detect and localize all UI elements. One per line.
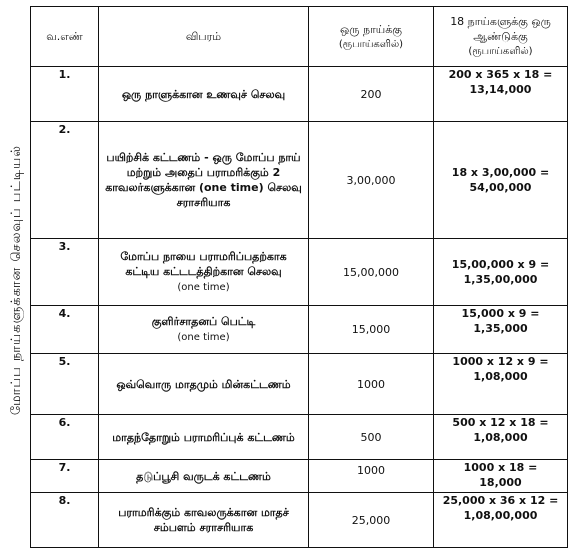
row-formula: 500 x 12 x 18 = bbox=[452, 416, 549, 429]
row-sno: 5. bbox=[31, 354, 99, 415]
header-annual bbox=[434, 7, 568, 67]
row-total: 1,35,00,000 bbox=[463, 273, 538, 286]
table-row bbox=[31, 67, 568, 122]
row-amount: 3,00,000 bbox=[309, 122, 434, 239]
row-formula: 1000 x 18 = bbox=[463, 461, 538, 474]
row-description: ஒவ்வொரு மாதமும் மின்கட்டணம் bbox=[99, 354, 309, 415]
row-total: 1,35,000 bbox=[473, 322, 528, 335]
row-sno: 4. bbox=[31, 306, 99, 354]
row-calculation bbox=[434, 67, 568, 122]
table-row bbox=[31, 306, 568, 354]
row-sno: 2. bbox=[31, 122, 99, 239]
row-description: மாதந்தோறும் பராமரிப்புக் கட்டணம் bbox=[99, 415, 309, 460]
row-formula: 1000 x 12 x 9 = bbox=[452, 355, 549, 368]
header-per-dog bbox=[309, 7, 434, 67]
header-details: விபரம் bbox=[99, 7, 309, 67]
table-row bbox=[31, 493, 568, 548]
row-calculation bbox=[434, 354, 568, 415]
table-header-row bbox=[31, 7, 568, 67]
row-calculation bbox=[434, 306, 568, 354]
row-formula: 18 x 3,00,000 = bbox=[451, 166, 550, 179]
table-row bbox=[31, 122, 568, 239]
table-row bbox=[31, 354, 568, 415]
row-total: 54,00,000 bbox=[469, 181, 532, 194]
row-description: தடுப்பூசி வருடக் கட்டணம் bbox=[99, 460, 309, 493]
table-row bbox=[31, 460, 568, 493]
row-sno: 6. bbox=[31, 415, 99, 460]
row-description: பயிற்சிக் கட்டணம் - ஒரு மோப்ப நாய் மற்றும் அதைப் பராமரிக்கும் 2 காவலர்களுக்கான (one time) செலவு சராசரியாக bbox=[99, 122, 309, 239]
row-note: (one time) bbox=[177, 332, 230, 343]
header-sno: வ.எண் bbox=[31, 7, 99, 67]
row-calculation bbox=[434, 122, 568, 239]
row-sno: 7. bbox=[31, 460, 99, 493]
row-amount: 500 bbox=[309, 415, 434, 460]
row-total: 1,08,000 bbox=[473, 431, 528, 444]
row-formula: 15,00,000 x 9 = bbox=[451, 258, 550, 271]
side-title: மோப்ப நாய்களுக்கான செலவுப் பட்டியல் bbox=[9, 144, 24, 416]
row-formula: 200 x 365 x 18 = bbox=[448, 68, 553, 81]
row-amount: 1000 bbox=[309, 354, 434, 415]
row-note: (one time) bbox=[177, 282, 230, 293]
header-annual-unit: (ரூபாய்களில்) bbox=[468, 46, 533, 57]
row-amount: 15,000 bbox=[309, 306, 434, 354]
row-description: குளிர்சாதனப் பெட்டி (one time) bbox=[99, 306, 309, 354]
table-row bbox=[31, 239, 568, 306]
row-formula: 15,000 x 9 = bbox=[461, 307, 540, 320]
row-formula: 25,000 x 36 x 12 = bbox=[442, 494, 559, 507]
header-per-dog-label: ஒரு நாய்க்கு bbox=[340, 22, 402, 36]
row-sno: 3. bbox=[31, 239, 99, 306]
table-row bbox=[31, 415, 568, 460]
row-total: 1,08,00,000 bbox=[463, 509, 538, 522]
row-amount: 200 bbox=[309, 67, 434, 122]
row-calculation bbox=[434, 493, 568, 548]
row-sno: 8. bbox=[31, 493, 99, 548]
row-description: மோப்ப நாயை பராமரிப்பதற்காக கட்டிய கட்டடத்திற்கான செலவு (one time) bbox=[99, 239, 309, 306]
header-per-dog-unit: (ரூபாய்களில்) bbox=[338, 38, 404, 50]
row-total: 1,08,000 bbox=[473, 370, 528, 383]
row-amount: 1000 bbox=[309, 460, 434, 493]
row-amount: 15,00,000 bbox=[309, 239, 434, 306]
row-total: 13,14,000 bbox=[469, 83, 532, 96]
row-sno: 1. bbox=[31, 67, 99, 122]
row-calculation bbox=[434, 460, 568, 493]
row-description: ஒரு நாளுக்கான உணவுச் செலவு bbox=[99, 67, 309, 122]
cost-table bbox=[30, 6, 568, 548]
row-total: 18,000 bbox=[479, 476, 522, 489]
row-description: பராமரிக்கும் காவலருக்கான மாதச் சம்பளம் சராசரியாக bbox=[99, 493, 309, 548]
row-calculation bbox=[434, 415, 568, 460]
row-amount: 25,000 bbox=[309, 493, 434, 548]
row-calculation bbox=[434, 239, 568, 306]
header-annual-label: 18 நாய்களுக்கு ஒரு ஆண்டுக்கு bbox=[450, 15, 551, 43]
